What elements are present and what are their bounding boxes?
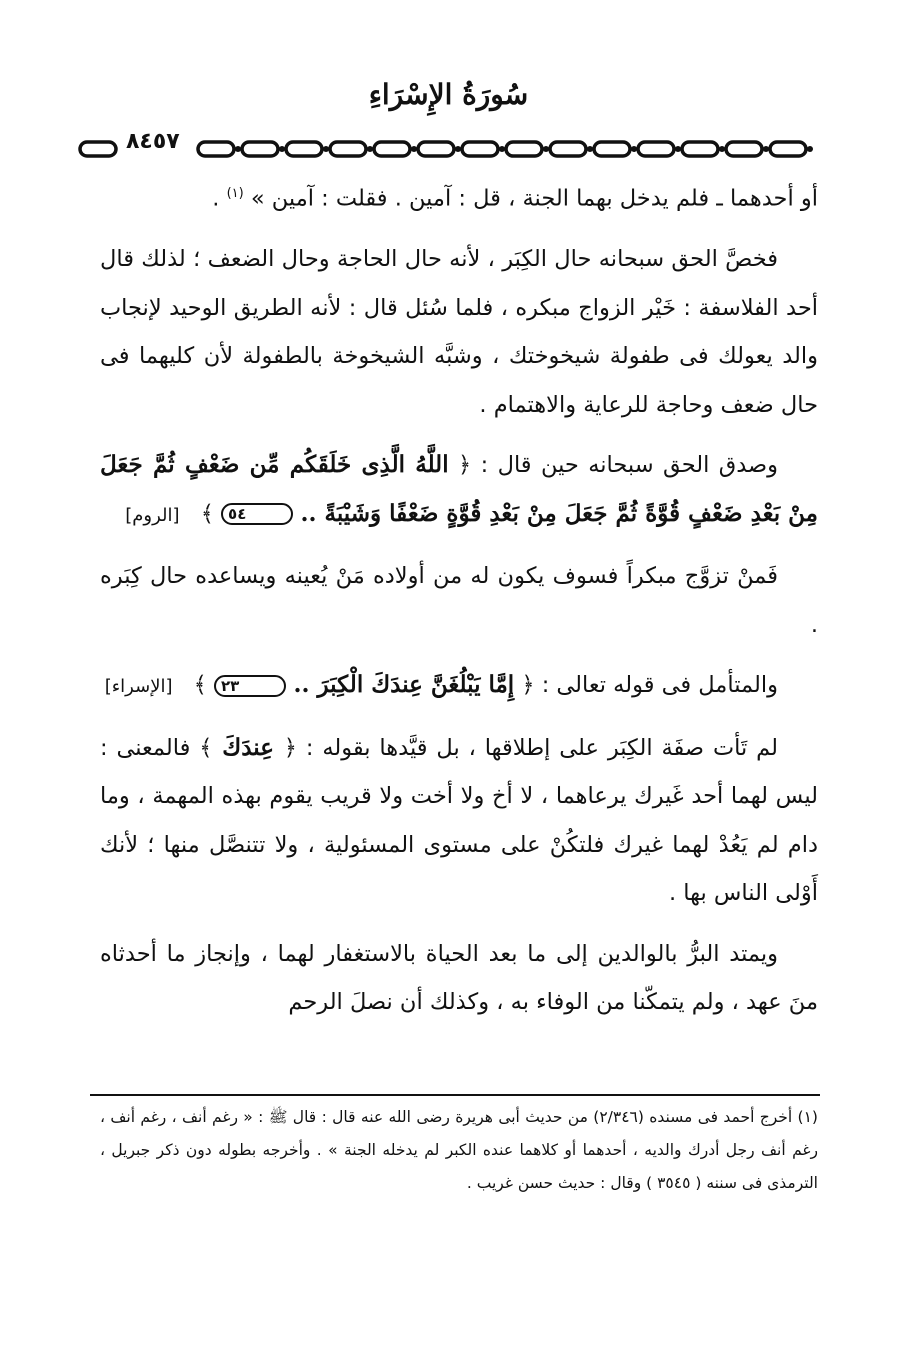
footnote-1: (١) أخرج أحمد فى مسنده (٢/٣٤٦) من حديث أبى هريرة رضى الله عنه قال : قال ﷺ : « رغم أنف ، رغم أنف ، رغم أنف رجل أدرك والديه ، أحدهما أو كلاهما عنده الكبر لم يدخله الجنة » . وأخرجه بطوله دون ذكر جبريل ، الترمذى فى سننه ( ٣٥٤٥ ) وقال : حديث حسن غريب . <box>100 1108 818 1192</box>
chain-link <box>506 142 542 156</box>
chain-dot <box>675 146 681 152</box>
chain-dot <box>411 146 417 152</box>
footnote-marker: (١) <box>226 186 244 201</box>
sura-reference: [الروم] <box>125 504 180 526</box>
paragraph: ويمتد البرُّ بالوالدين إلى ما بعد الحياة بالاستغفار لهما ، وإنجاز ما أحدثاه منَ عهد ، ولم يتمكّنا من الوفاء به ، وكذلك أن نصلَ الرحم <box>100 940 818 1015</box>
chain-link <box>198 142 234 156</box>
chain-link <box>462 142 498 156</box>
chain-dot <box>499 146 505 152</box>
paragraph-text: أو أحدهما ـ فلم يدخل بهما الجنة ، قل : آمين . فقلت : آمين » <box>250 185 818 212</box>
paragraph-text: لم تَأت صفَة الكِبَر على إطلاقها ، بل قيَّدها بقوله : ﴿ <box>283 734 778 761</box>
page-number: ٨٤٥٧ <box>123 129 183 154</box>
chain-dot <box>719 146 725 152</box>
chain-dot <box>807 146 813 152</box>
paragraph-text: والمتأمل فى قوله تعالى : ﴿ <box>521 672 778 698</box>
chain-dot <box>587 146 593 152</box>
paragraph <box>100 441 818 540</box>
ayah-number: ٥٤ <box>221 503 293 525</box>
footnote-divider <box>90 1094 820 1096</box>
chain-link <box>418 142 454 156</box>
chain-dot <box>763 146 769 152</box>
chain-link <box>550 142 586 156</box>
paragraph-text: وصدق الحق سبحانه حين قال : ﴿ <box>458 452 779 478</box>
paragraph <box>100 661 818 712</box>
chain-dot <box>323 146 329 152</box>
chain-link <box>286 142 322 156</box>
quran-verse: إِمَّا يَبْلُغَنَّ عِندَكَ الْكِبَرَ .. <box>293 671 515 698</box>
chain-link <box>242 142 278 156</box>
quran-close-bracket: ﴾ <box>193 672 207 698</box>
chain-link <box>638 142 674 156</box>
chain-link <box>770 142 806 156</box>
paragraph-text: ﴾ فالمعنى : ليس لهما أحد غَيرك يرعاهما ، لا أخ ولا أخت ولا قريب يقوم بهذه المهمة ، وما دام لم يَعُدْ لهما غيرك فلتكُنْ على مستوى المسئولية ، ولا تتنصَّل منها ؛ لأنك أَوْلى الناس بها . <box>100 734 818 906</box>
chain-dot <box>235 146 241 152</box>
chain-dot <box>455 146 461 152</box>
quran-word: عِندَكَ <box>212 733 284 761</box>
quran-close-bracket: ﴾ <box>200 500 214 527</box>
chain-dot <box>367 146 373 152</box>
main-text <box>100 170 818 1027</box>
paragraph-end: . <box>212 185 220 212</box>
chain-dot <box>543 146 549 152</box>
chain-link <box>594 142 630 156</box>
quran-verse: اللَّهُ الَّذِى خَلَقَكُم مِّن ضَعْفٍ ثُمَّ جَعَلَ مِنْ بَعْدِ ضَعْفٍ قُوَّةً ثُمَّ جَعَلَ مِنْ بَعْدِ قُوَّةٍ ضَعْفًا وَشَيْبَةً .. <box>100 451 818 527</box>
chain-link <box>330 142 366 156</box>
ayah-number: ٢٣ <box>214 675 286 697</box>
paragraph <box>100 170 818 223</box>
chain-link <box>374 142 410 156</box>
paragraph: فَمنْ تزوَّج مبكراً فسوف يكون له من أولاده مَنْ يُعينه ويساعده حال كِبَره . <box>100 563 818 638</box>
sura-reference: [الإسراء] <box>104 676 173 697</box>
chain-dot <box>631 146 637 152</box>
decorative-chain-border <box>78 134 848 164</box>
sura-title: سُورَةُ الإِسْرَاءِ <box>368 78 529 111</box>
paragraph: فخصَّ الحق سبحانه حال الكِبَر ، لأنه حال الحاجة وحال الضعف ؛ لذلك قال أحد الفلاسفة : خَيْر الزواج مبكره ، فلما سُئل قال : لأنه الطريق الوحيد لإنجاب والد يعولك فى طفولة شيخوختك ، وشبَّه الشيخوخة بالطفولة لأن كليهما فى حال ضعف وحاجة للرعاية والاهتمام . <box>100 246 818 418</box>
chain-dot <box>279 146 285 152</box>
chain-link <box>682 142 718 156</box>
chain-link <box>726 142 762 156</box>
footnotes <box>100 1101 818 1200</box>
chain-link <box>80 142 116 156</box>
paragraph <box>100 724 818 918</box>
